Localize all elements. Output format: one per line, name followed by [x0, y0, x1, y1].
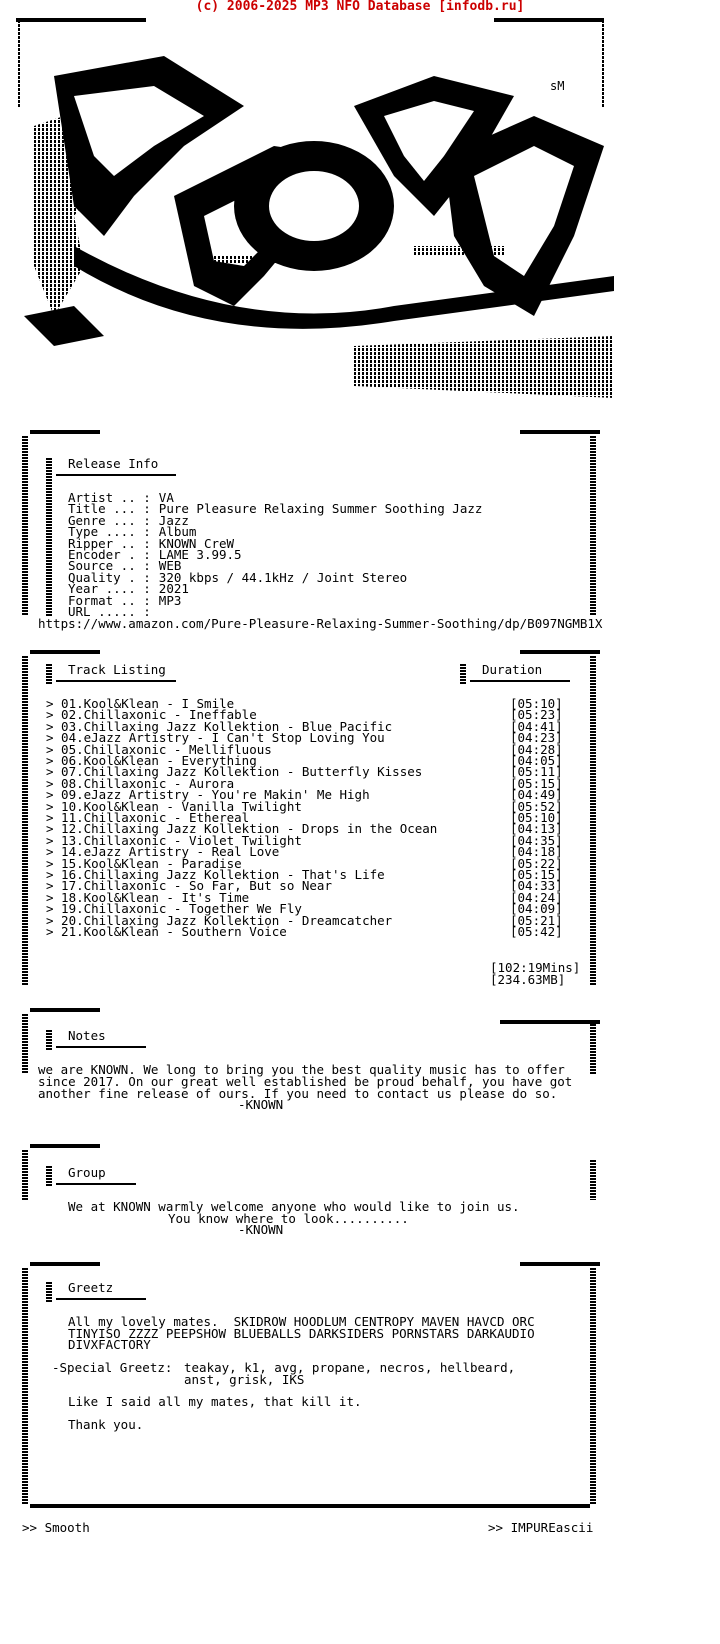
track-duration: [04:13]	[510, 821, 563, 837]
release-field-label: Year .... :	[68, 581, 151, 597]
track-duration: [05:10]	[510, 810, 563, 825]
track-name: > 20.Chillaxing Jazz Kollektion - Dreamcatcher	[46, 912, 393, 928]
track-duration: [05:22]	[510, 855, 563, 871]
release-field-value: MP3	[158, 592, 182, 608]
track-name: > 06.Kool&Klean - Everything	[46, 753, 257, 768]
release-field-value: Jazz	[158, 512, 189, 528]
notes-line-2: since 2017. On our great well established be proud behalf, you have got	[38, 1074, 573, 1089]
release-field-value: LAME 3.99.5	[158, 547, 242, 562]
release-field-label: Encoder . :	[68, 547, 151, 562]
track-name: > 17.Chillaxonic - So Far, But so Near	[46, 878, 332, 894]
total-size: [234.63MB]	[490, 972, 566, 987]
release-field-value: WEB	[158, 558, 182, 574]
track-name: > 09.eJazz Artistry - You're Makin' Me High	[46, 787, 370, 803]
track-duration: [04:18]	[510, 844, 563, 860]
track-name: > 03.Chillaxing Jazz Kollektion - Blue Pacific	[46, 718, 393, 734]
release-field-label: Ripper .. :	[68, 535, 151, 551]
track-duration: [04:33]	[510, 878, 563, 894]
track-name: > 13.Chillaxonic - Violet Twilight	[46, 832, 302, 848]
track-listing-title: Track Listing	[68, 662, 166, 677]
notes-title: Notes	[68, 1028, 106, 1043]
track-name: > 21.Kool&Klean - Southern Voice	[46, 924, 287, 939]
release-field-label: Title ... :	[68, 501, 151, 517]
track-duration: [04:35]	[510, 832, 563, 848]
group-line-1: We at KNOWN warmly welcome anyone who would like to join us.	[68, 1199, 520, 1214]
greetz-line-1: All my lovely mates. SKIDROW HOODLUM CENTROPY MAVEN HAVCD ORC	[68, 1314, 535, 1329]
total-time: [102:19Mins]	[490, 960, 581, 975]
track-name: > 18.Kool&Klean - It's Time	[46, 889, 250, 905]
greetz-closing-1: Like I said all my mates, that kill it.	[68, 1394, 362, 1409]
greetz-closing-2: Thank you.	[68, 1417, 144, 1432]
track-name: > 02.Chillaxonic - Ineffable	[46, 707, 257, 723]
group-line-2: You know where to look..........	[168, 1211, 409, 1226]
release-field-value: Pure Pleasure Relaxing Summer Soothing Jazz	[158, 501, 483, 517]
group-title: Group	[68, 1165, 106, 1180]
track-duration: [04:24]	[510, 889, 563, 905]
track-name: > 04.eJazz Artistry - I Can't Stop Loving You	[46, 730, 385, 746]
notes-line-3: another fine release of ours. If you need to contact us please do so.	[38, 1086, 558, 1101]
footer-left: >> Smooth	[22, 1520, 90, 1535]
greetz-line-3: DIVXFACTORY	[68, 1337, 151, 1352]
release-field-value: 320 kbps / 44.1kHz / Joint Stereo	[158, 569, 408, 585]
track-duration: [05:52]	[510, 798, 563, 814]
track-duration: [04:28]	[510, 741, 563, 757]
track-duration: [04:23]	[510, 730, 563, 746]
notes-signature: -KNOWN	[238, 1097, 284, 1112]
release-field-label: Format .. :	[68, 592, 151, 608]
greetz-line-2: TINYISO ZZZZ PEEPSHOW BLUEBALLS DARKSIDERS PORNSTARS DARKAUDIO	[68, 1326, 535, 1341]
copyright-header: (c) 2006-2025 MP3 NFO Database [infodb.ru]	[195, 0, 525, 14]
track-name: > 15.Kool&Klean - Paradise	[46, 855, 242, 871]
footer-right: >> IMPUREascii	[488, 1520, 594, 1535]
release-field-label: Genre ... :	[68, 512, 151, 528]
track-name: > 14.eJazz Artistry - Real Love	[46, 844, 280, 860]
track-name: > 11.Chillaxonic - Ethereal	[46, 810, 250, 825]
track-duration: [05:11]	[510, 764, 563, 780]
track-duration: [05:21]	[510, 912, 563, 928]
track-name: > 16.Chillaxing Jazz Kollektion - That's Life	[46, 867, 385, 882]
special-greetz-label: -Special Greetz:	[52, 1360, 173, 1375]
logo-tag-text: sM	[550, 79, 565, 93]
track-name: > 19.Chillaxonic - Together We Fly	[46, 901, 302, 917]
release-field-label: Quality . :	[68, 569, 151, 585]
release-field-label: Type .... :	[68, 524, 151, 540]
notes-line-1: we are KNOWN. We long to bring you the best quality music has to offer	[38, 1062, 565, 1077]
track-name: > 07.Chillaxing Jazz Kollektion - Butterfly Kisses	[46, 764, 423, 780]
track-name: > 10.Kool&Klean - Vanilla Twilight	[46, 798, 302, 814]
release-info-title: Release Info	[68, 456, 159, 471]
track-duration: [04:09]	[510, 901, 563, 917]
release-field-value: KNOWN CreW	[158, 535, 235, 551]
release-field-value: 2021	[158, 581, 189, 597]
track-duration: [04:49]	[510, 787, 563, 803]
duration-title: Duration	[482, 662, 543, 677]
known-ascii-logo	[14, 16, 614, 398]
track-duration: [05:23]	[510, 707, 563, 723]
special-greetz-line-2: anst, grisk, IKS	[184, 1372, 305, 1387]
special-greetz-line-1: teakay, k1, avg, propane, necros, hellbeard,	[184, 1360, 516, 1375]
track-duration: [05:15]	[510, 867, 563, 882]
release-field-label: Source .. :	[68, 558, 151, 574]
release-field-value: VA	[158, 490, 174, 505]
track-duration: [05:15]	[510, 775, 563, 791]
track-name: > 01.Kool&Klean - I Smile	[46, 696, 235, 711]
track-duration: [05:42]	[510, 924, 563, 939]
release-field-label: Artist .. :	[68, 490, 151, 505]
release-field-value: Album	[158, 524, 197, 540]
track-duration: [04:05]	[510, 753, 563, 768]
greetz-title: Greetz	[68, 1280, 114, 1295]
release-field-label: URL ..... :	[68, 604, 151, 619]
group-signature: -KNOWN	[238, 1222, 284, 1237]
track-name: > 12.Chillaxing Jazz Kollektion - Drops in the Ocean	[46, 821, 438, 837]
release-url-link[interactable]: https://www.amazon.com/Pure-Pleasure-Relaxing-Summer-Soothing/dp/B097NGMB1X	[38, 616, 603, 631]
track-name: > 08.Chillaxonic - Aurora	[46, 775, 235, 791]
track-duration: [04:41]	[510, 718, 563, 734]
track-duration: [05:10]	[510, 696, 563, 711]
track-name: > 05.Chillaxonic - Mellifluous	[46, 741, 272, 757]
